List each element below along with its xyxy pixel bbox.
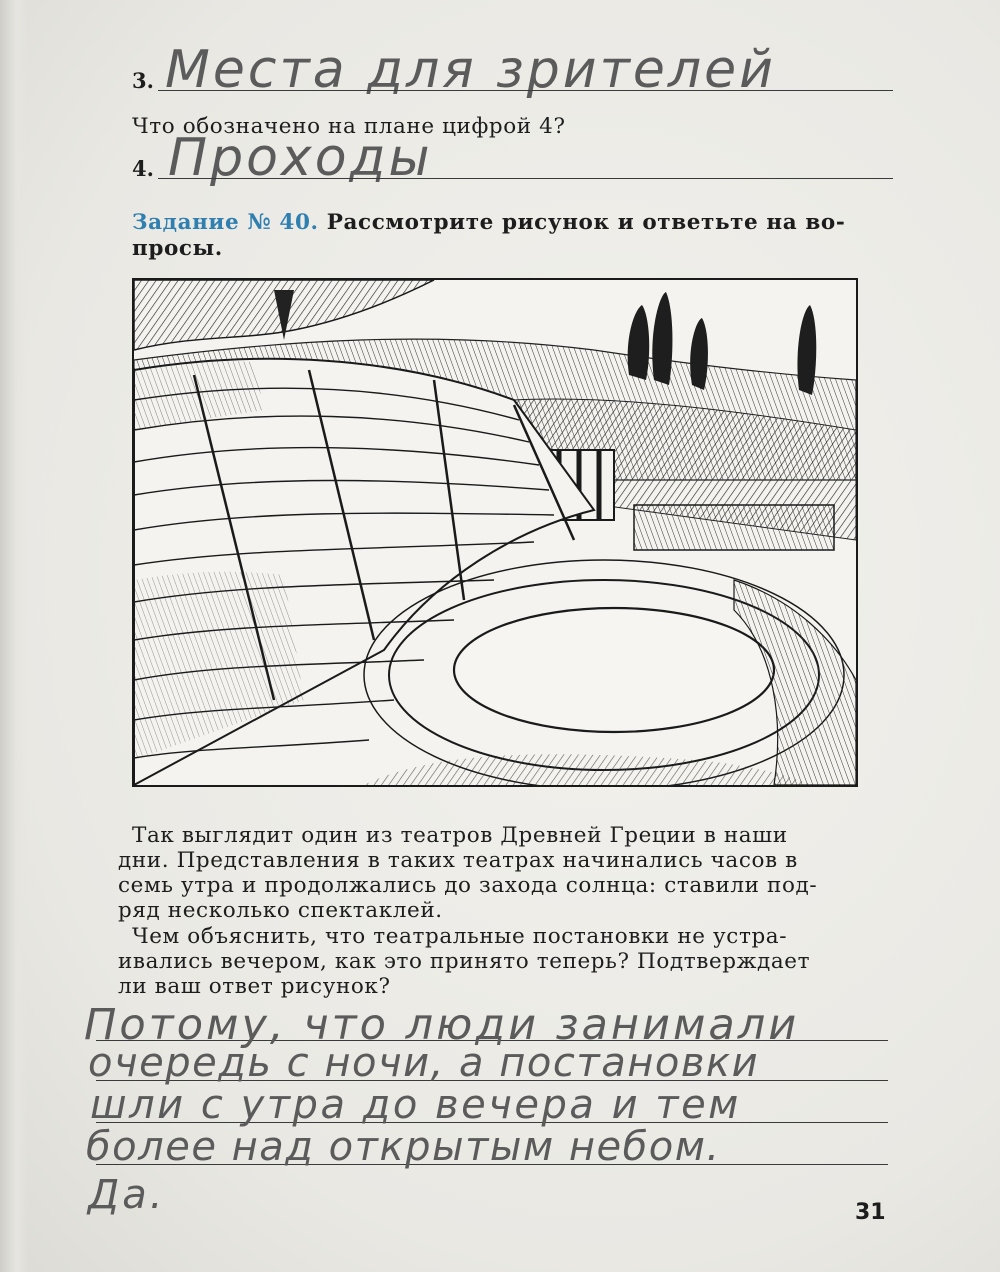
task-instruction-cont: просы. [132, 236, 223, 261]
paragraph-2-line-3: ли ваш ответ рисунок? [118, 974, 391, 999]
paragraph-1-line-3: семь утра и продолжались до захода солнца: ставили под- [118, 873, 818, 898]
answer-4-number: 4. [132, 156, 154, 181]
paragraph-1-line-2: дни. Представления в таких театрах начинались часов в [118, 848, 798, 873]
handwritten-answer-line-2: очередь с ночи, а постановки [88, 1040, 760, 1086]
theatre-illustration [132, 278, 858, 787]
handwritten-answer-line-4: более над открытым небом. [86, 1124, 721, 1170]
task-heading [132, 210, 845, 235]
paragraph-1-line-4: ряд несколько спектаклей. [118, 898, 443, 923]
page-fold-shadow [0, 0, 28, 1272]
answer-4-line [158, 178, 893, 179]
theatre-drawing [134, 280, 856, 785]
paragraph-1-line-1: Так выглядит один из театров Древней Греции в наши [132, 823, 788, 848]
question-4-text: Что обозначено на плане цифрой 4? [132, 114, 566, 139]
answer-3-line [158, 90, 893, 91]
answer-3-number: 3. [132, 68, 154, 93]
paragraph-2-line-2: ивались вечером, как это принято теперь? Подтверждает [118, 949, 811, 974]
answer-3-handwriting: Места для зрителей [165, 40, 776, 100]
answer-4-handwriting: Проходы [168, 128, 433, 188]
handwritten-answer-line-1: Потому, что люди занимали [84, 1000, 800, 1050]
task-instruction: Рассмотрите рисунок и ответьте на во- [326, 210, 846, 235]
task-label: Задание № 40. [132, 210, 319, 235]
page-number: 31 [855, 1200, 886, 1225]
handwritten-answer-line-3: шли с утра до вечера и тем [90, 1082, 741, 1128]
handwritten-answer-line-5: Да. [88, 1172, 166, 1218]
paragraph-2-line-1: Чем объяснить, что театральные постановки не устра- [132, 924, 788, 949]
